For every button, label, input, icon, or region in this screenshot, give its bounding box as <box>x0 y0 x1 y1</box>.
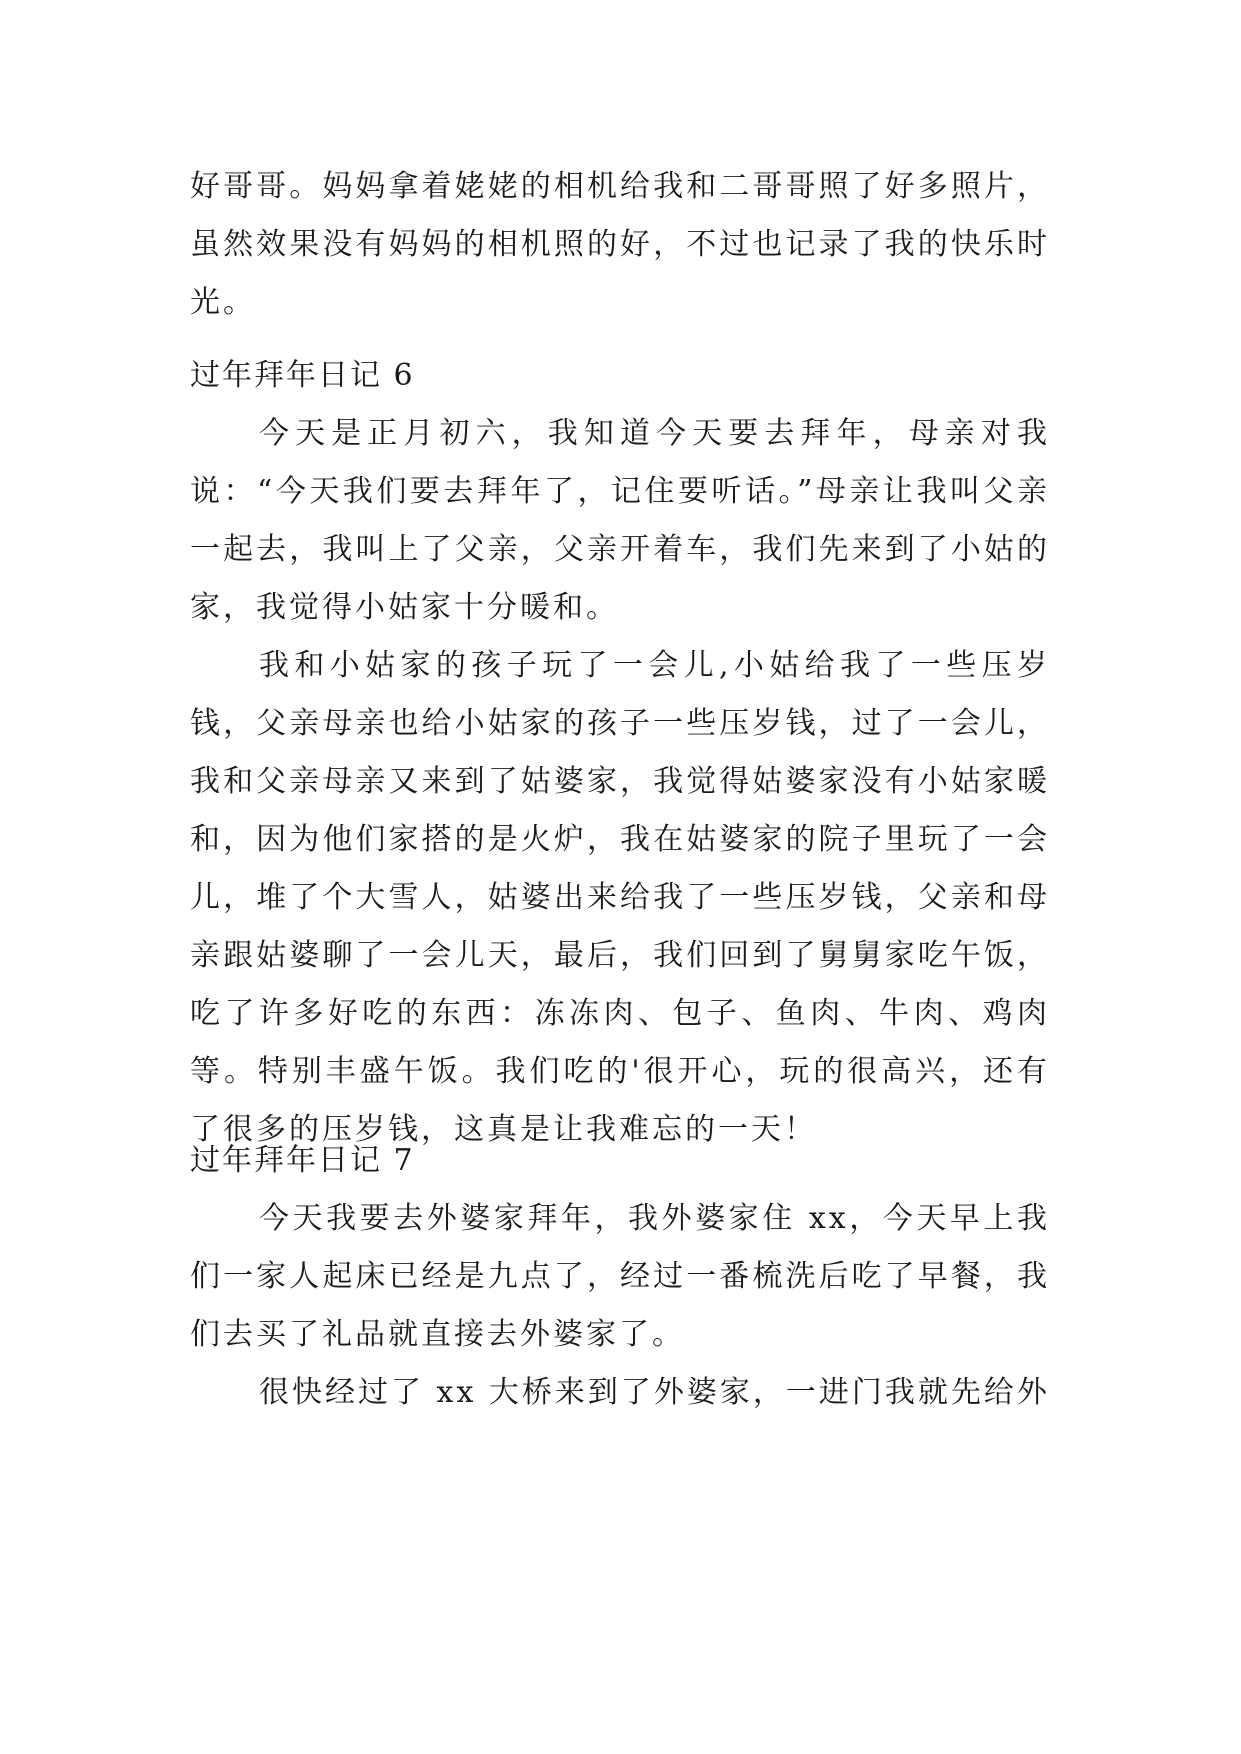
section-7-paragraph-2: 很快经过了 xx 大桥来到了外婆家，一进门我就先给外 <box>259 1375 1050 1410</box>
section-6-paragraph-2: 我和小姑家的孩子玩了一会儿,小姑给我了一些压岁钱，父亲母亲也给小姑家的孩子一些压岁钱，过了一会儿，我和父亲母亲又来到了姑婆家，我觉得姑婆家没有小姑家暖和，因为他们家搭的是火炉，我在姑婆家的院子里玩了一会儿，堆了个大雪人，姑婆出来给我了一些压岁钱，父亲和母亲跟姑婆聊了一会儿天，最后，我们回到了舅舅家吃午饭，吃了许多好吃的东西：冻冻肉、包子、鱼肉、牛肉、鸡肉等。特别丰盛午饭。我们吃的'很开心，玩的很高兴，还有了很多的压岁钱，这真是让我难忘的一天！ <box>190 648 1050 1147</box>
intro-paragraph: 好哥哥。妈妈拿着姥姥的相机给我和二哥哥照了好多照片，虽然效果没有妈妈的相机照的好，不过也记录了我的快乐时光。 <box>190 169 1050 320</box>
intro-block <box>190 158 1050 332</box>
section-7 <box>190 1132 1050 1422</box>
section-6 <box>190 347 1050 1159</box>
section-7-paragraph-1: 今天我要去外婆家拜年，我外婆家住 xx，今天早上我们一家人起床已经是九点了，经过一番梳洗后吃了早餐，我们去买了礼品就直接去外婆家了。 <box>190 1201 1050 1352</box>
section-7-heading: 过年拜年日记 7 <box>190 1143 415 1178</box>
section-6-heading: 过年拜年日记 6 <box>190 358 415 393</box>
section-6-paragraph-1: 今天是正月初六，我知道今天要去拜年，母亲对我说：“今天我们要去拜年了，记住要听话。”母亲让我叫父亲一起去，我叫上了父亲，父亲开着车，我们先来到了小姑的家，我觉得小姑家十分暖和。 <box>190 416 1050 625</box>
